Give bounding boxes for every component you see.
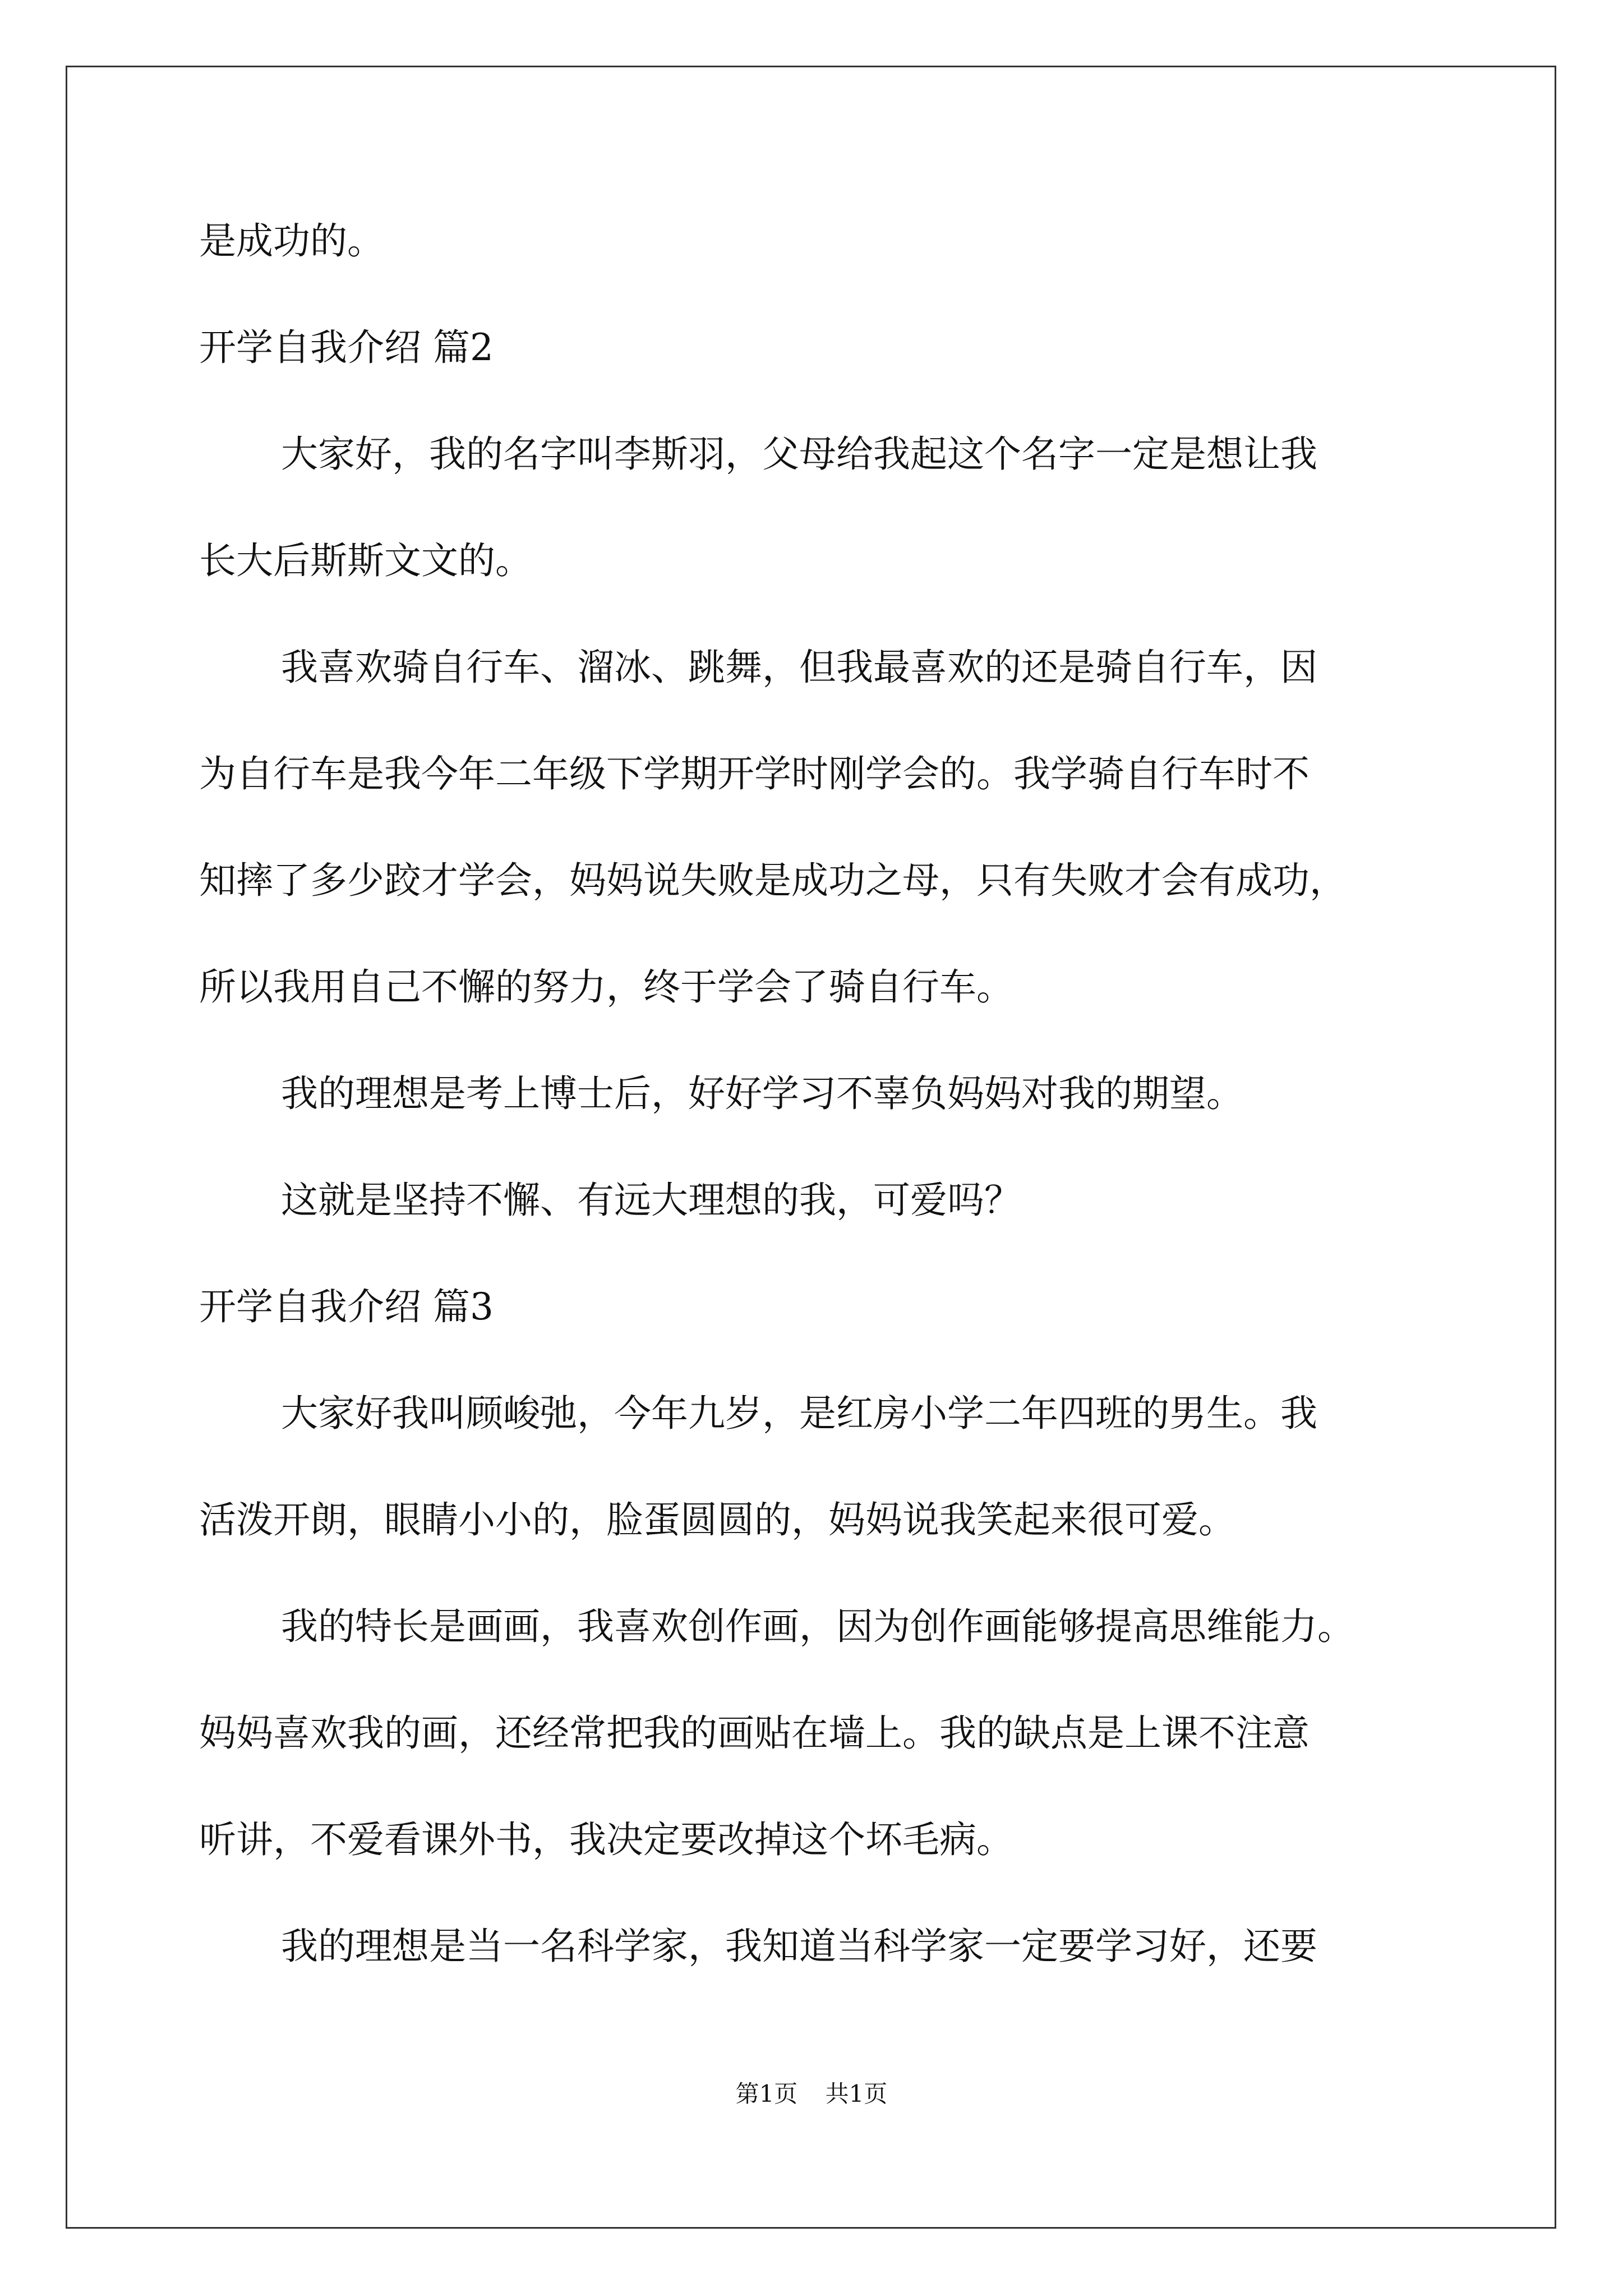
paragraph-line: 这就是坚持不懈、有远大理想的我，可爱吗？ (281, 1179, 1021, 1222)
text-line: 是成功的。 (199, 219, 384, 263)
paragraph-line: 我的理想是当一名科学家，我知道当科学家一定要学习好，还要 (281, 1925, 1317, 1968)
page-number-current: 第1页 (735, 2080, 798, 2108)
paragraph-line: 妈妈喜欢我的画，还经常把我的画贴在墙上。我的缺点是上课不注意 (199, 1711, 1310, 1755)
paragraph-line: 所以我用自己不懈的努力，终于学会了骑自行车。 (199, 965, 1013, 1009)
paragraph-line: 大家好，我的名字叫李斯羽，父母给我起这个名字一定是想让我 (281, 432, 1317, 476)
section-heading: 开学自我介绍 篇2 (199, 326, 494, 369)
paragraph-line: 长大后斯斯文文的。 (199, 539, 532, 582)
paragraph-line: 知摔了多少跤才学会，妈妈说失败是成功之母，只有失败才会有成功， (199, 859, 1347, 902)
paragraph-line: 我的理想是考上博士后，好好学习不辜负妈妈对我的期望。 (281, 1072, 1243, 1115)
paragraph-line: 活泼开朗，眼睛小小的，脸蛋圆圆的，妈妈说我笑起来很可爱。 (199, 1498, 1235, 1542)
paragraph-line: 大家好我叫顾峻弛，今年九岁，是红房小学二年四班的男生。我 (281, 1392, 1317, 1435)
section-heading: 开学自我介绍 篇3 (199, 1285, 494, 1328)
page-number-total: 共1页 (825, 2080, 888, 2108)
paragraph-line: 我的特长是画画，我喜欢创作画，因为创作画能够提高思维能力。 (281, 1605, 1354, 1648)
paragraph-line: 为自行车是我今年二年级下学期开学时刚学会的。我学骑自行车时不 (199, 752, 1310, 795)
page-footer (0, 2077, 1623, 2111)
paragraph-line: 我喜欢骑自行车、溜冰、跳舞，但我最喜欢的还是骑自行车，因 (281, 646, 1317, 689)
paragraph-line: 听讲，不爱看课外书，我决定要改掉这个坏毛病。 (199, 1818, 1013, 1861)
document-body (199, 214, 1436, 2026)
